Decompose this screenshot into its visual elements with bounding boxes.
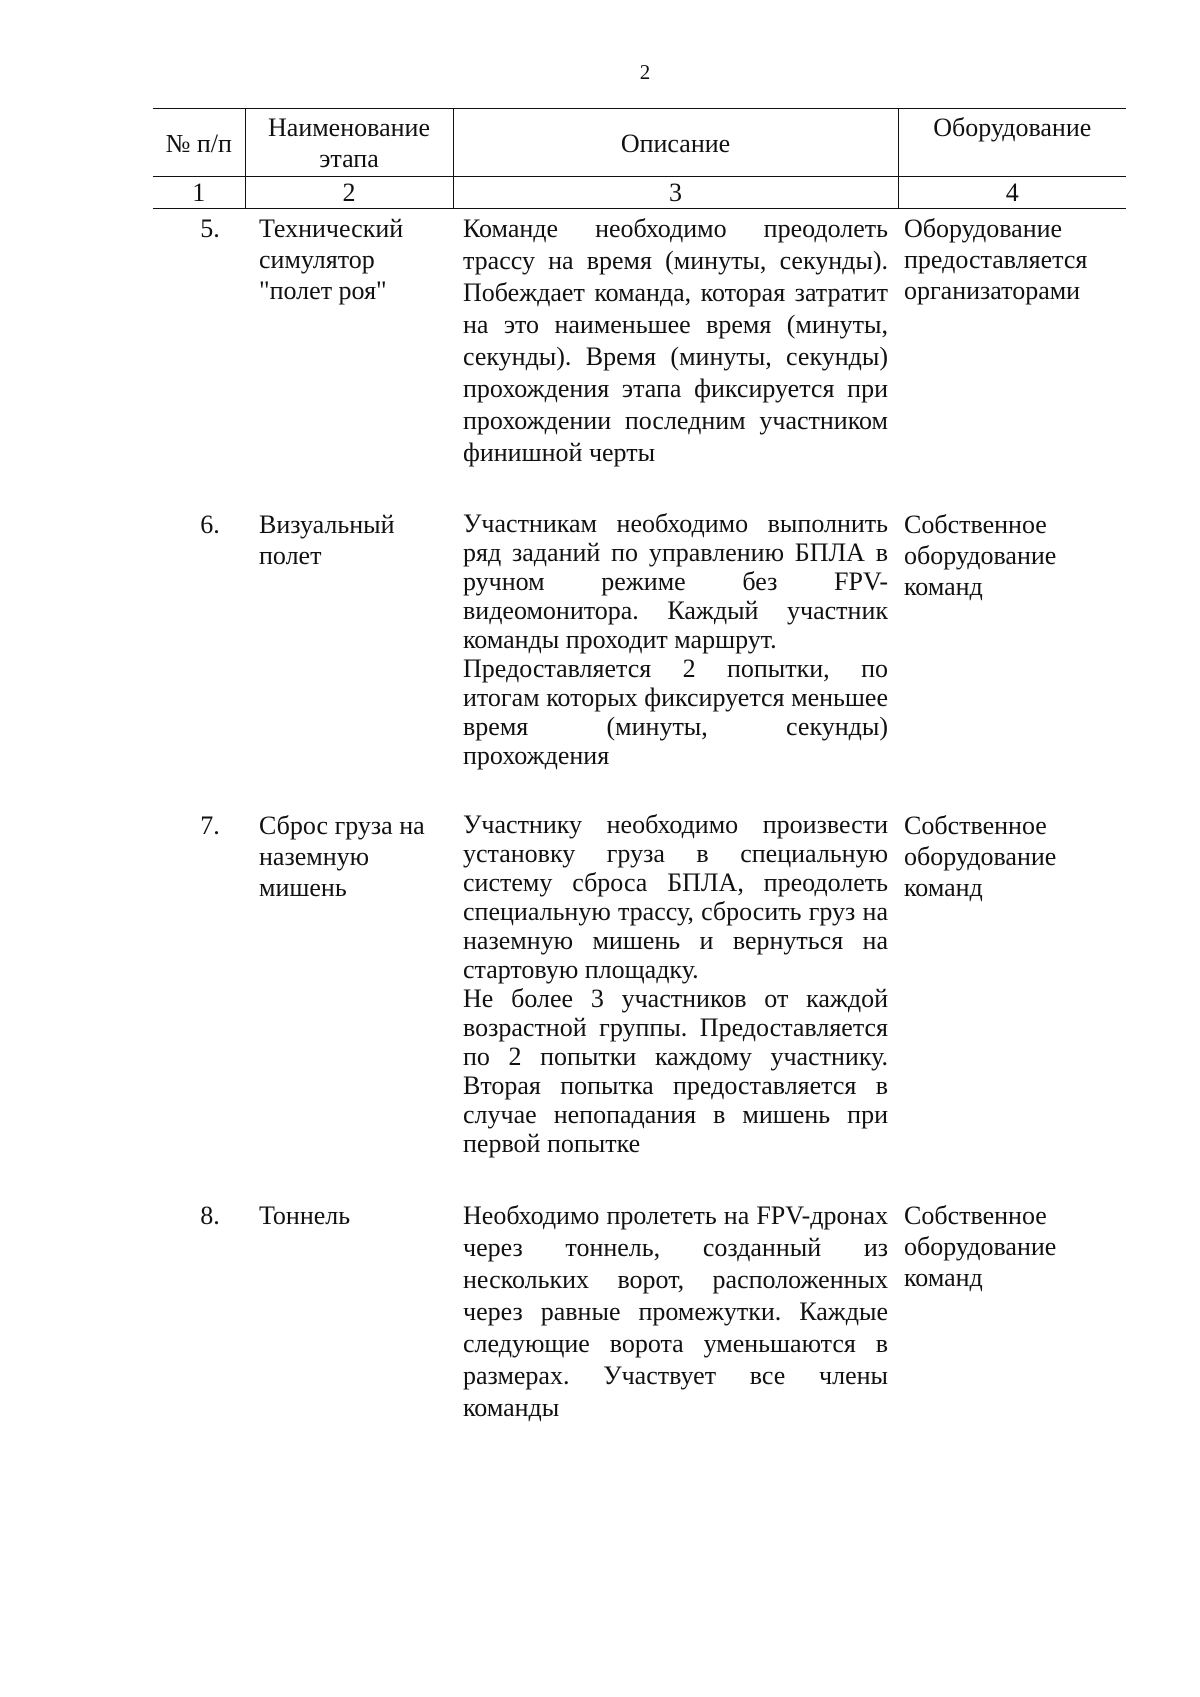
header-stage-name: Наименование этапа <box>245 109 453 177</box>
stage-name: Технический симулятор "полет роя" <box>259 214 404 305</box>
stage-equipment: Собственное оборудование команд <box>904 1201 1057 1292</box>
description-paragraph: Команде необходимо преодолеть трассу на время (минуты, секунды). Побеждает команда, которая затратит на это наименьшее время (минуты, секунды). Время (минуты, секунды) прохождения этапа фиксируется при прохождении последним участником финишной черты <box>463 214 888 467</box>
stage-description <box>453 503 898 804</box>
table-header-row <box>153 109 1126 177</box>
row-number: 7. <box>200 811 220 840</box>
stages-table <box>153 108 1126 1432</box>
stage-equipment: Собственное оборудование команд <box>904 510 1057 601</box>
stage-description <box>453 1194 898 1432</box>
page-number: 2 <box>639 60 651 84</box>
stage-equipment: Собственное оборудование команд <box>904 811 1057 902</box>
description-paragraph: Участникам необходимо выполнить ряд заданий по управлению БПЛА в ручном режиме без FPV-видеомонитора. Каждый участник команды проходит маршрут. <box>463 509 888 654</box>
stage-name: Визуальный полет <box>259 510 395 570</box>
column-number: 2 <box>245 177 453 209</box>
row-number: 5. <box>200 214 220 243</box>
table-row <box>153 209 1126 504</box>
header-description: Описание <box>453 109 898 177</box>
table-row <box>153 503 1126 804</box>
stage-name: Тоннель <box>259 1201 351 1230</box>
description-paragraph: Предоставляется 2 попытки, по итогам которых фиксируется меньшее время (минуты, секунды) прохождения <box>463 654 888 770</box>
stage-equipment: Оборудование предоставляется организаторами <box>904 214 1088 305</box>
column-number: 1 <box>153 177 245 209</box>
row-number: 8. <box>200 1201 220 1230</box>
header-number: № п/п <box>153 109 245 177</box>
description-paragraph: Не более 3 участников от каждой возрастной группы. Предоставляется по 2 попытки каждому участнику. Вторая попытка предоставляется в случае непопадания в мишень при первой попытке <box>463 984 888 1158</box>
stage-name: Сброс груза на наземную мишень <box>259 811 425 902</box>
description-paragraph: Участнику необходимо произвести установку груза в специальную систему сброса БПЛА, преодолеть специальную трассу, сбросить груз на наземную мишень и вернуться на стартовую площадку. <box>463 810 888 984</box>
header-equipment: Оборудование <box>898 109 1126 177</box>
column-number: 4 <box>898 177 1126 209</box>
stage-description <box>453 804 898 1194</box>
table-row <box>153 1194 1126 1432</box>
column-number: 3 <box>453 177 898 209</box>
column-number-row <box>153 177 1126 209</box>
table-row <box>153 804 1126 1194</box>
description-paragraph: Необходимо пролететь на FPV-дронах через тоннель, созданный из нескольких ворот, расположенных через равные промежутки. Каждые следующие ворота уменьшаются в размерах. Участвует все члены команды <box>463 1201 888 1422</box>
stage-description <box>453 209 898 504</box>
row-number: 6. <box>200 510 220 539</box>
